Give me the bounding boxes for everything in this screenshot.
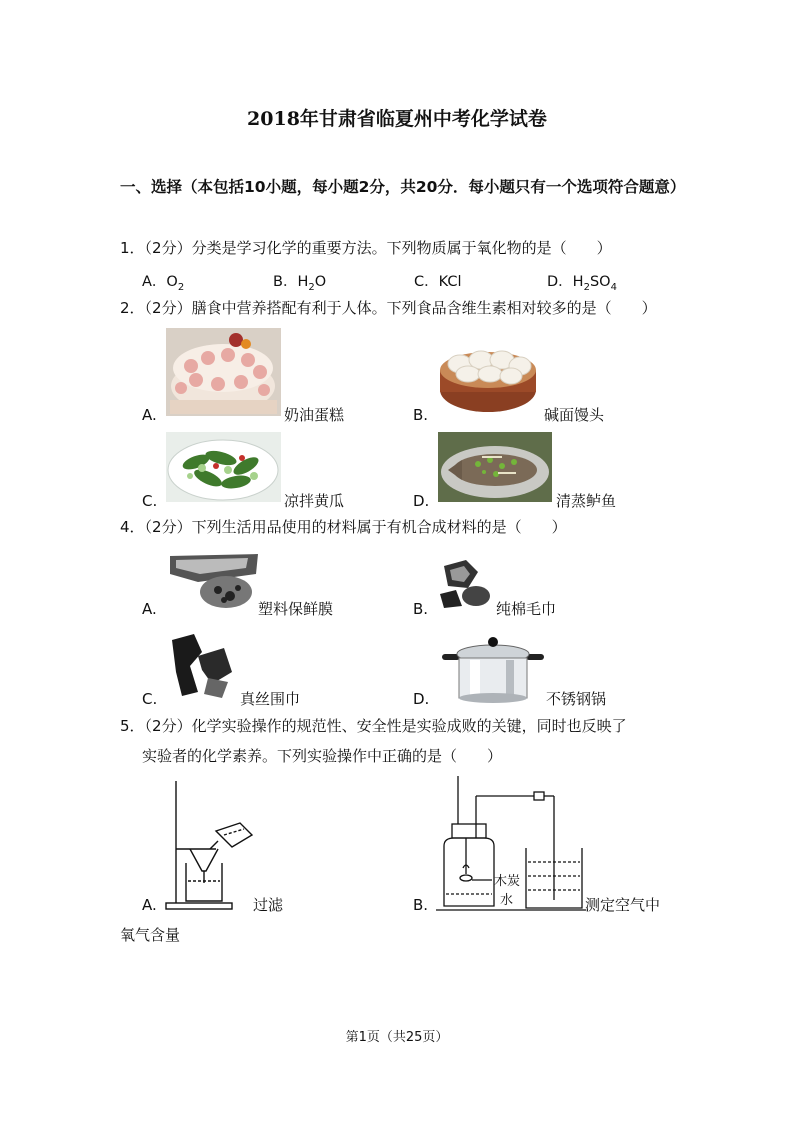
cotton-towel-image (438, 556, 493, 612)
q5-option-b-caption-cont: 氧气含量 (120, 926, 181, 944)
steel-pot-image (440, 634, 546, 704)
q4-option-c-caption: 真丝围巾 (240, 690, 301, 708)
steamed-buns-image (438, 330, 539, 416)
q4-option-b-caption: 纯棉毛巾 (496, 600, 557, 618)
page-title: 2018年甘肃省临夏州中考化学试卷 (247, 108, 547, 130)
cucumber-salad-image (166, 432, 281, 502)
page-footer: 第1页（共25页） (345, 1030, 449, 1045)
question-5-stem-line2: 实验者的化学素养。下列实验操作中正确的是（ ） (142, 747, 503, 765)
q4-option-a-caption: 塑料保鲜膜 (258, 600, 334, 618)
water-label: 水 (500, 893, 514, 908)
q4-option-d-letter: D. (413, 690, 430, 708)
q2-option-a-letter: A. (142, 406, 157, 424)
charcoal-label: 木炭 (494, 874, 521, 889)
q4-option-a-letter: A. (142, 600, 157, 618)
question-1-stem: 1．（2分）分类是学习化学的重要方法。下列物质属于氧化物的是（ ） (120, 239, 612, 257)
q4-option-c-letter: C. (142, 690, 158, 708)
q2-option-a-caption: 奶油蛋糕 (284, 406, 345, 424)
q2-option-c-letter: C. (142, 492, 158, 510)
q4-option-b-letter: B. (413, 600, 429, 618)
q5-option-a-letter: A. (142, 896, 157, 914)
q1-option-c: C．KCl (414, 274, 462, 290)
q5-option-a-caption: 过滤 (253, 896, 284, 914)
q2-option-b-caption: 碱面馒头 (544, 406, 605, 424)
filtration-diagram (160, 775, 255, 913)
q2-option-b-letter: B. (413, 406, 429, 424)
steamed-fish-image (438, 432, 552, 502)
q5-option-b-caption: 测定空气中 (585, 896, 661, 914)
question-5-stem-line1: 5．（2分）化学实验操作的规范性、安全性是实验成败的关键，同时也反映了 (120, 717, 627, 735)
q2-option-d-letter: D. (413, 492, 430, 510)
q4-option-d-caption: 不锈钢锅 (546, 690, 607, 708)
q1-option-d: D．$H_2SO_4$ (547, 274, 617, 293)
question-2-stem: 2．（2分）膳食中营养搭配有利于人体。下列食品含维生素相对较多的是（ ） (120, 299, 657, 317)
q2-option-d-caption: 清蒸鲈鱼 (556, 492, 617, 510)
q5-option-b-letter: B. (413, 896, 429, 914)
q2-option-c-caption: 凉拌黄瓜 (284, 492, 345, 510)
cake-image (166, 328, 281, 416)
question-4-stem: 4．（2分）下列生活用品使用的材料属于有机合成材料的是（ ） (120, 518, 567, 536)
silk-scarf-image (168, 632, 236, 700)
plastic-wrap-image (168, 552, 260, 610)
q1-option-b: B．$H_2O$ (273, 274, 327, 293)
q1-option-a: A．$O_2$ (142, 274, 185, 293)
section-heading: 一、选择（本包括10小题，每小题2分，共20分．每小题只有一个选项符合题意） (120, 178, 686, 196)
